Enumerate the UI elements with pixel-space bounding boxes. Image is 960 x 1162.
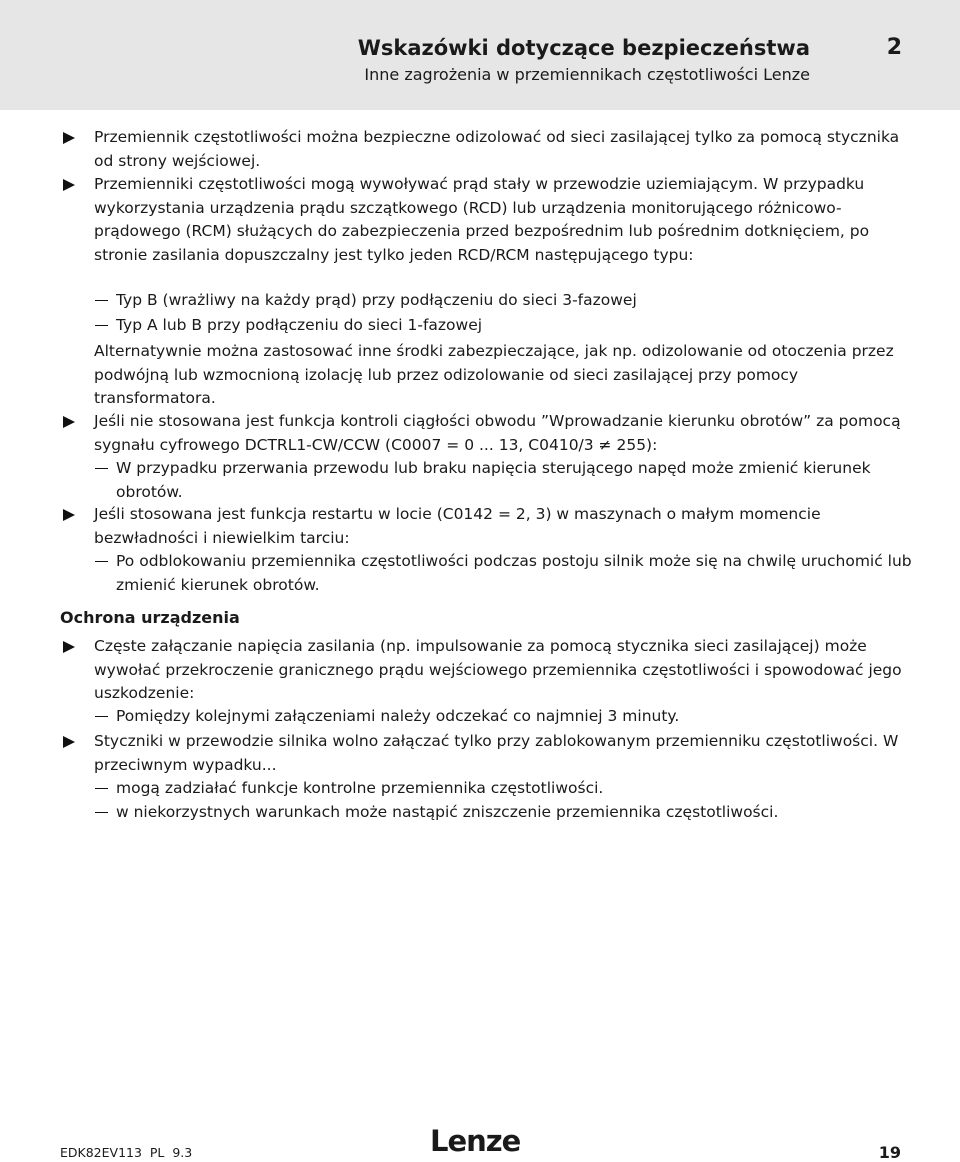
page-subtitle: Inne zagrożenia w przemiennikach częstotliwości Lenze <box>364 65 810 84</box>
bullet-item: Jeśli stosowana jest funkcja restartu w locie (C0142 = 2, 3) w maszynach o małym momencie bezwładności i niewielkim tarciu: <box>94 505 821 547</box>
bullet-arrow-icon <box>63 509 75 521</box>
dash-marker <box>95 812 108 813</box>
page-number: 19 <box>878 1143 901 1162</box>
dash-marker <box>95 325 108 326</box>
sub-item: mogą zadziałać funkcje kontrolne przemiennika częstotliwości. <box>116 779 604 797</box>
dash-marker <box>95 300 108 301</box>
dash-marker <box>95 561 108 562</box>
bullet-arrow-icon <box>63 736 75 748</box>
page-header <box>0 0 960 110</box>
section-heading: Ochrona urządzenia <box>60 608 240 627</box>
dash-marker <box>95 716 108 717</box>
bullet-arrow-icon <box>63 132 75 144</box>
sub-item: Po odblokowaniu przemiennika częstotliwości podczas postoju silnik może się na chwilę uruchomić lub zmienić kierunek obrotów. <box>116 552 912 594</box>
page-title: Wskazówki dotyczące bezpieczeństwa <box>357 36 810 60</box>
bullet-item: Przemienniki częstotliwości mogą wywoływać prąd stały w przewodzie uziemiającym. W przypadku wykorzystania urządzenia prądu szczątkowego (RCD) lub urządzenia monitorującego różnicowo-prądowego (RCM) służących do zabezpieczenia przed bezpośrednim lub pośrednim dotknięciem, po stronie zasilania dopuszczalny jest tylko jeden RCD/RCM następującego typu: <box>94 175 870 264</box>
sub-item: W przypadku przerwania przewodu lub braku napięcia sterującego napęd może zmienić kierunek obrotów. <box>116 459 871 501</box>
bullet-item: Jeśli nie stosowana jest funkcja kontroli ciągłości obwodu ”Wprowadzanie kierunku obrotów” za pomocą sygnału cyfrowego DCTRL1-CW/CCW (C0007 = 0 ... 13, C0410/3 ≠ 255): <box>94 412 901 454</box>
dash-marker <box>95 788 108 789</box>
sub-item: Typ A lub B przy podłączeniu do sieci 1-fazowej <box>116 316 483 334</box>
chapter-number: 2 <box>886 35 902 60</box>
bullet-arrow-icon <box>63 416 75 428</box>
sub-item: Pomiędzy kolejnymi załączeniami należy odczekać co najmniej 3 minuty. <box>116 707 680 725</box>
bullet-arrow-icon <box>63 641 75 653</box>
bullet-item: Styczniki w przewodzie silnika wolno załączać tylko przy zablokowanym przemienniku częstotliwości. W przeciwnym wypadku... <box>94 732 899 774</box>
paragraph: Alternatywnie można zastosować inne środki zabezpieczające, jak np. odizolowanie od otoczenia przez podwójną lub wzmocnioną izolację lub przez odizolowanie od sieci zasilającej przy pomocy transformatora. <box>94 342 894 407</box>
document-code: EDK82EV113 PL 9.3 <box>60 1145 193 1160</box>
dash-marker <box>95 468 108 469</box>
lenze-logo: Lenze <box>430 1124 521 1158</box>
sub-item: Typ B (wrażliwy na każdy prąd) przy podłączeniu do sieci 3-fazowej <box>116 291 637 309</box>
bullet-arrow-icon <box>63 179 75 191</box>
sub-item: w niekorzystnych warunkach może nastąpić zniszczenie przemiennika częstotliwości. <box>116 803 779 821</box>
bullet-item: Przemiennik częstotliwości można bezpieczne odizolować od sieci zasilającej tylko za pomocą stycznika od strony wejściowej. <box>94 128 900 170</box>
bullet-item: Częste załączanie napięcia zasilania (np. impulsowanie za pomocą stycznika sieci zasilającej) może wywołać przekroczenie granicznego prądu wejściowego przemiennika częstotliwości i spowodować jego uszkodzenie: <box>94 637 902 702</box>
